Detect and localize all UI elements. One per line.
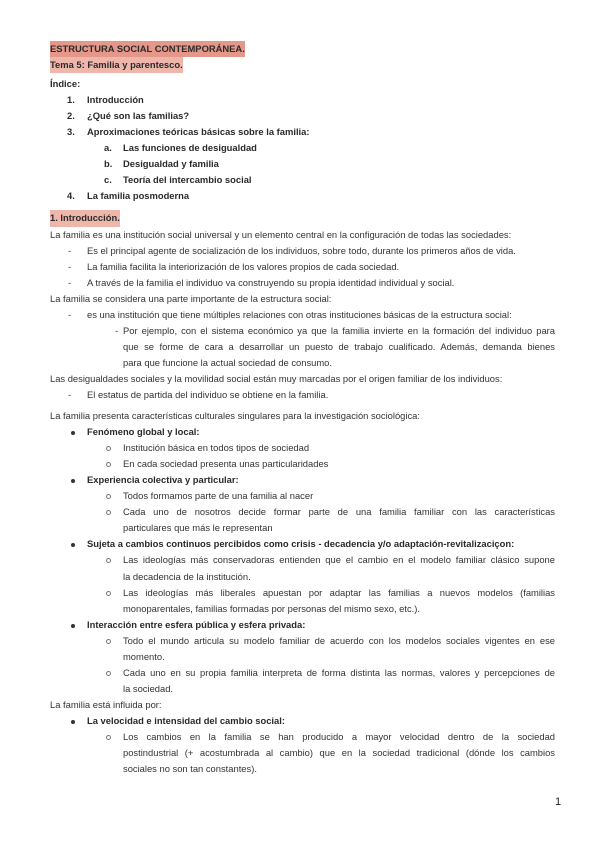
dash-marker: -	[115, 324, 119, 336]
circle-continuation	[0, 601, 600, 617]
bullet-icon	[71, 536, 75, 552]
line-text: Institución básica en todos tipos de sociedad	[123, 442, 310, 454]
line-text: Los cambios en la familia se han producido a mayor velocidad dentro de la sociedad	[123, 730, 555, 742]
circle-item	[0, 585, 600, 601]
dash-item	[0, 259, 600, 275]
doc-subtitle-text: Tema 5: Familia y parentesco.	[50, 57, 183, 73]
bullet-item	[0, 536, 600, 552]
page-number: 1	[555, 796, 562, 808]
line-text: particulares que más le representan	[123, 522, 273, 534]
subdash-item	[0, 323, 600, 339]
line-text: Es el principal agente de socialización de los individuos, sobre todo, durante los primeros años de vida.	[87, 244, 516, 256]
line-text: para que funcione la actual sociedad de consumo.	[123, 356, 332, 368]
paragraph-line	[0, 371, 600, 387]
index-text: Aproximaciones teóricas básicas sobre la familia:	[87, 126, 310, 138]
line-text: Todos formamos parte de una familia al nacer	[123, 490, 314, 502]
line-text: En cada sociedad presenta unas particularidades	[123, 458, 329, 470]
circle-continuation	[0, 649, 600, 665]
line-text: Cada uno en su propia familia interpreta de forma distinta las normas, valores y percepciones de	[123, 666, 555, 678]
index-text: ¿Qué son las familias?	[87, 110, 190, 122]
circle-continuation	[0, 520, 600, 536]
bullet-item	[0, 424, 600, 440]
line-text: La familia está influida por:	[50, 698, 162, 710]
index-item	[0, 92, 600, 108]
circle-continuation	[0, 569, 600, 585]
line-text: Las desigualdades sociales y la movilidad social están muy marcadas por el origen familiar de los individuos:	[50, 372, 503, 384]
bullet-icon	[71, 424, 75, 440]
index-text: Introducción	[87, 94, 144, 106]
bullet-item	[0, 617, 600, 633]
bullet-icon	[71, 472, 75, 488]
line-text: Las ideologías más conservadoras entienden que el cambio en el modelo familiar clásico supone	[123, 554, 555, 566]
index-text: Teoría del intercambio social	[123, 174, 252, 186]
line-text: El estatus de partida del individuo se obtiene en la familia.	[87, 388, 329, 400]
dash-item	[0, 275, 600, 291]
dash-marker: -	[68, 388, 72, 400]
circle-bullet-icon	[106, 488, 111, 504]
line-text: La familia presenta características culturales singulares para la investigación sociológica:	[50, 410, 420, 422]
index-number: 3.	[67, 126, 75, 138]
document-page	[0, 41, 600, 777]
circle-continuation	[0, 745, 600, 761]
line-text: que se forme de cara a desarrollar un puesto de trabajo cualificado. Además, demanda bienes	[123, 340, 555, 352]
line-text: momento.	[123, 650, 165, 662]
circle-bullet-icon	[106, 440, 111, 456]
index-letter: a.	[104, 142, 112, 154]
line-text: La familia es una institución social universal y un elemento central en la configuración de todas las sociedades:	[50, 228, 512, 240]
paragraph-line	[0, 697, 600, 713]
bullet-item	[0, 713, 600, 729]
bullet-icon	[71, 713, 75, 729]
circle-bullet-icon	[106, 552, 111, 568]
line-text: sociales no son tan constantes).	[123, 763, 257, 775]
subdash-continuation	[0, 339, 600, 355]
circle-item	[0, 488, 600, 504]
line-text: Todo el mundo articula su modelo familiar de acuerdo con los modelos sociales vigentes en ese	[123, 634, 555, 646]
dash-marker: -	[68, 308, 72, 320]
index-number: 2.	[67, 110, 75, 122]
dash-marker: -	[68, 260, 72, 272]
line-text: la decadencia de la institución.	[123, 570, 251, 582]
line-text: Sujeta a cambios continuos percibidos como crisis - decadencia y/o adaptación-revitalizaciçon:	[87, 538, 515, 550]
index-subitem	[0, 172, 600, 188]
section-heading-text: 1. Introducción.	[50, 210, 120, 226]
line-text: Cada uno de nosotros decide formar parte de una familia familiar con las características	[123, 506, 555, 518]
subdash-continuation	[0, 355, 600, 371]
line-text: Por ejemplo, con el sistema económico ya que la familia invierte en la formación del individuo para	[123, 324, 555, 336]
line-text: Las ideologías más liberales apuestan por adaptar las familias a nuevos modelos (familias	[123, 586, 555, 598]
line-text: postindustrial (+ acostumbrada al cambio) que en la sociedad tradicional (dónde los cambios	[123, 747, 555, 759]
index-item	[0, 108, 600, 124]
line-text: A través de la familia el individuo va construyendo su propia identidad individual y social.	[87, 276, 455, 288]
index-subitem	[0, 156, 600, 172]
doc-title-text: ESTRUCTURA SOCIAL CONTEMPORÁNEA.	[50, 41, 245, 57]
dash-marker: -	[68, 244, 72, 256]
line-text: monoparentales, familias formadas por personas del mismo sexo, etc.).	[123, 602, 421, 614]
line-text: Interacción entre esfera pública y esfera privada:	[87, 618, 306, 630]
index-item	[0, 124, 600, 140]
line-text: La familia facilita la interiorización de los valores propios de cada sociedad.	[87, 260, 400, 272]
dash-item	[0, 307, 600, 323]
index-number: 1.	[67, 94, 75, 106]
paragraph-line	[0, 227, 600, 243]
circle-continuation	[0, 681, 600, 697]
paragraph-line	[0, 291, 600, 307]
doc-subtitle	[0, 57, 600, 73]
section-heading	[0, 210, 600, 226]
section-body	[0, 227, 600, 778]
line-text: es una institución que tiene múltiples relaciones con otras instituciones básicas de la estructura social:	[87, 308, 512, 320]
index-item	[0, 188, 600, 204]
index-text: La familia posmoderna	[87, 190, 190, 202]
circle-continuation	[0, 761, 600, 777]
index-text: Desigualdad y familia	[123, 158, 219, 170]
circle-item	[0, 729, 600, 745]
dash-item	[0, 387, 600, 403]
bullet-item	[0, 472, 600, 488]
circle-bullet-icon	[106, 504, 111, 520]
dash-marker: -	[68, 276, 72, 288]
circle-item	[0, 665, 600, 681]
circle-bullet-icon	[106, 729, 111, 745]
line-text: La familia se considera una parte importante de la estructura social:	[50, 292, 332, 304]
index-letter: b.	[104, 158, 113, 170]
circle-bullet-icon	[106, 633, 111, 649]
circle-item	[0, 633, 600, 649]
dash-item	[0, 243, 600, 259]
circle-bullet-icon	[106, 585, 111, 601]
line-text: Fenómeno global y local:	[87, 426, 200, 438]
circle-item	[0, 504, 600, 520]
bullet-icon	[71, 617, 75, 633]
paragraph-line	[0, 408, 600, 424]
index-text: Las funciones de desigualdad	[123, 142, 257, 154]
circle-bullet-icon	[106, 456, 111, 472]
circle-bullet-icon	[106, 665, 111, 681]
doc-title	[0, 41, 600, 57]
line-text: Experiencia colectiva y particular:	[87, 474, 239, 486]
index-heading-text: Índice:	[50, 78, 81, 90]
line-text: la sociedad.	[123, 682, 174, 694]
index-subitem	[0, 140, 600, 156]
circle-item	[0, 552, 600, 568]
line-text: La velocidad e intensidad del cambio social:	[87, 714, 285, 726]
index-number: 4.	[67, 190, 75, 202]
circle-item	[0, 440, 600, 456]
index-heading	[0, 76, 600, 92]
index-letter: c.	[104, 174, 112, 186]
circle-item	[0, 456, 600, 472]
